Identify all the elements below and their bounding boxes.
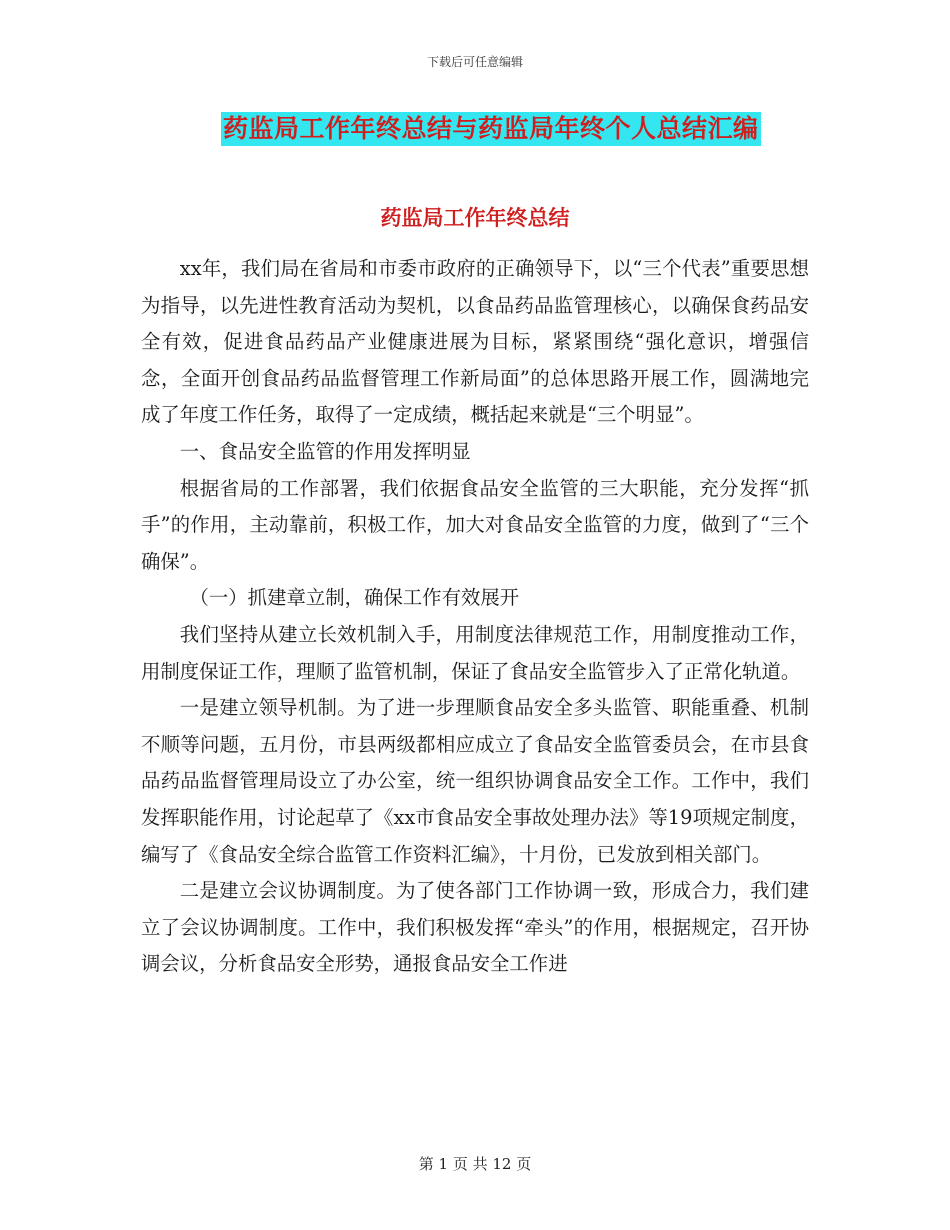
document-title: 药监局工作年终总结与药监局年终个人总结汇编 <box>221 112 761 146</box>
section-title: 药监局工作年终总结 <box>380 205 570 230</box>
paragraph-heading: 一、食品安全监管的作用发挥明显 <box>179 439 471 463</box>
paragraph: 一是建立领导机制。为了进一步理顺食品安全多头监管、职能重叠、机制不顺等问题，五月份，市县两级都相应成立了食品安全监管委员会，在市县食品药品监督管理局设立了办公室，统一组织协调食品安全工作。工作中，我们发挥职能作用，讨论起草了《xx市食品安全事故处理办法》等19项规定制度，编写了《食品安全综合监管工作资料汇编》，十月份，已发放到相关部门。 <box>141 696 809 866</box>
document-body <box>141 251 809 983</box>
paragraph: xx年，我们局在省局和市委市政府的正确领导下，以“三个代表”重要思想为指导，以先进性教育活动为契机，以食品药品监管理核心，以确保食药品安全有效，促进食品药品产业健康进展为目标，紧紧围绕“强化意识，增强信念，全面开创食品药品监督管理工作新局面”的总体思路开展工作，圆满地完成了年度工作任务，取得了一定成绩，概括起来就是“三个明显”。 <box>141 257 809 427</box>
paragraph: 我们坚持从建立长效机制入手，用制度法律规范工作，用制度推动工作，用制度保证工作，理顺了监管机制，保证了食品安全监管步入了正常化轨道。 <box>141 622 809 683</box>
paragraph: 二是建立会议协调制度。为了使各部门工作协调一致，形成合力，我们建立了会议协调制度。工作中，我们积极发挥“牵头”的作用，根据规定，召开协调会议，分析食品安全形势，通报食品安全工作进 <box>141 879 809 976</box>
header-note: 下载后可任意编辑 <box>426 55 523 69</box>
page-footer: 第 1 页 共 12 页 <box>418 1155 532 1173</box>
paragraph-subheading: （一）抓建章立制，确保工作有效展开 <box>189 586 520 610</box>
paragraph: 根据省局的工作部署，我们依据食品安全监管的三大职能，充分发挥“抓手”的作用，主动靠前，积极工作，加大对食品安全监管的力度，做到了“三个确保”。 <box>141 476 809 573</box>
